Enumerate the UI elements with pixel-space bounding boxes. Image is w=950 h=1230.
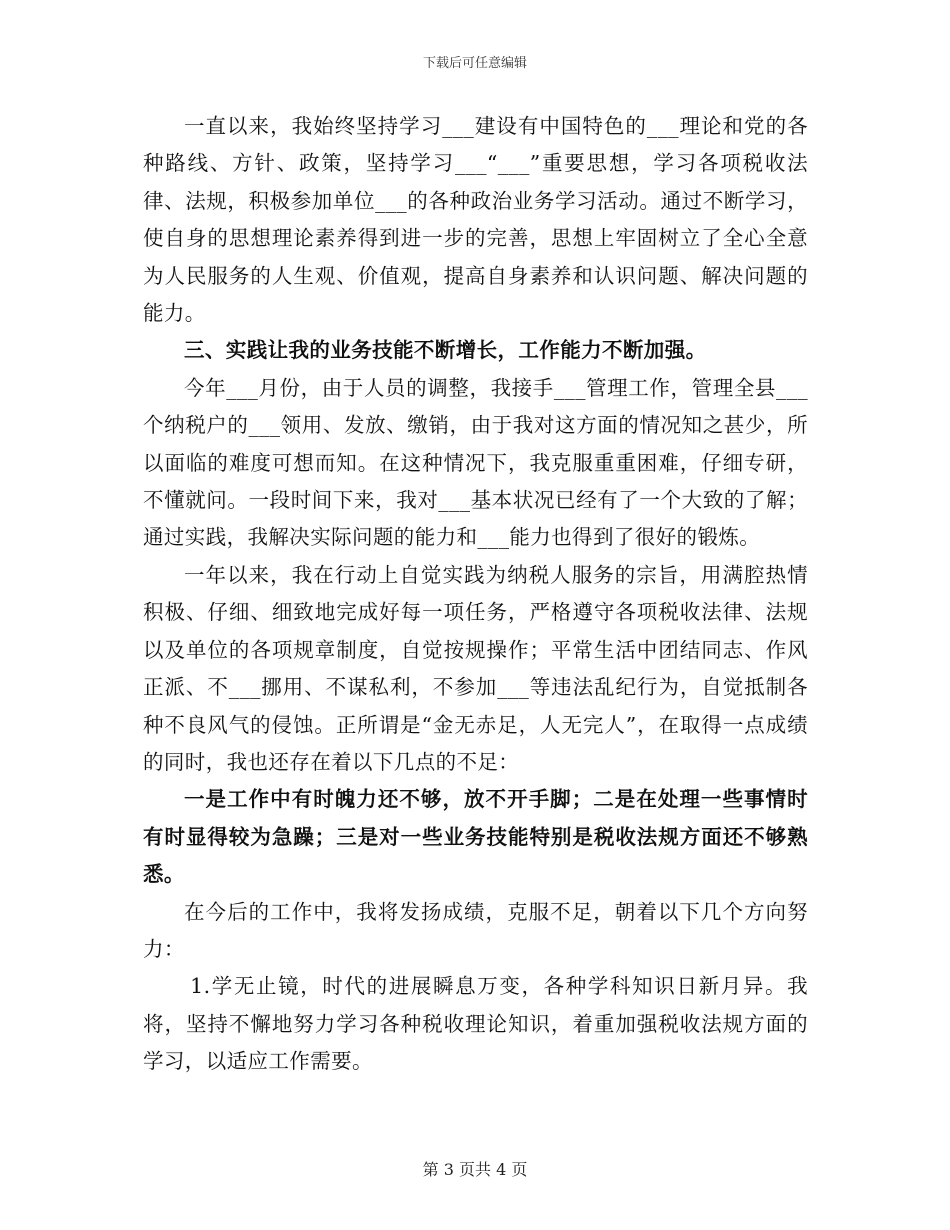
- page-footer: 第 3 页共 4 页: [422, 1160, 528, 1179]
- page-header: 下载后可任意编辑: [422, 56, 527, 71]
- paragraph-future: 在今后的工作中，我将发扬成绩，克服不足，朝着以下几个方向努力：: [143, 899, 808, 961]
- paragraph-conduct: 一年以来，我在行动上自觉实践为纳税人服务的宗旨，用满腔热情积极、仔细、细致地完成好每一项任务，严格遵守各项税收法律、法规以及单位的各项规章制度，自觉按规操作；平常生活中团结同志、作风正派、不___挪用、不谋私利，不参加___等违法乱纪行为，自觉抵制各种不良风气的侵蚀。正所谓是“金无赤足，人无完人”，在取得一点成绩的同时，我也还存在着以下几点的不足：: [143, 562, 808, 774]
- section-heading-3: 三、实践让我的业务技能不断增长，工作能力不断加强。: [184, 338, 707, 363]
- paragraph-work: 今年___月份，由于人员的调整，我接手___管理工作，管理全县___个纳税户的___领用、发放、缴销，由于我对这方面的情况知之甚少，所以面临的难度可想而知。在这种情况下，我克服重重困难，仔细专研，不懂就问。一段时间下来，我对___基本状况已经有了一个大致的了解；通过实践，我解决实际问题的能力和___能力也得到了很好的锻炼。: [143, 375, 808, 550]
- list-item-1: 1.学无止镜，时代的进展瞬息万变，各种学科知识日新月异。我将，坚持不懈地努力学习各种税收理论知识，着重加强税收法规方面的学习，以适应工作需要。: [143, 974, 808, 1074]
- paragraph-shortcomings: 一是工作中有时魄力还不够，放不开手脚；二是在处理一些事情时有时显得较为急躁；三是对一些业务技能特别是税收法规方面还不够熟悉。: [143, 787, 808, 887]
- document-body: [143, 108, 808, 1081]
- paragraph-study: 一直以来，我始终坚持学习___建设有中国特色的___理论和党的各种路线、方针、政策，坚持学习___“___”重要思想，学习各项税收法律、法规，积极参加单位___的各种政治业务学习活动。通过不断学习，使自身的思想理论素养得到进一步的完善，思想上牢固树立了全心全意为人民服务的人生观、价值观，提高自身素养和认识问题、解决问题的能力。: [143, 114, 808, 326]
